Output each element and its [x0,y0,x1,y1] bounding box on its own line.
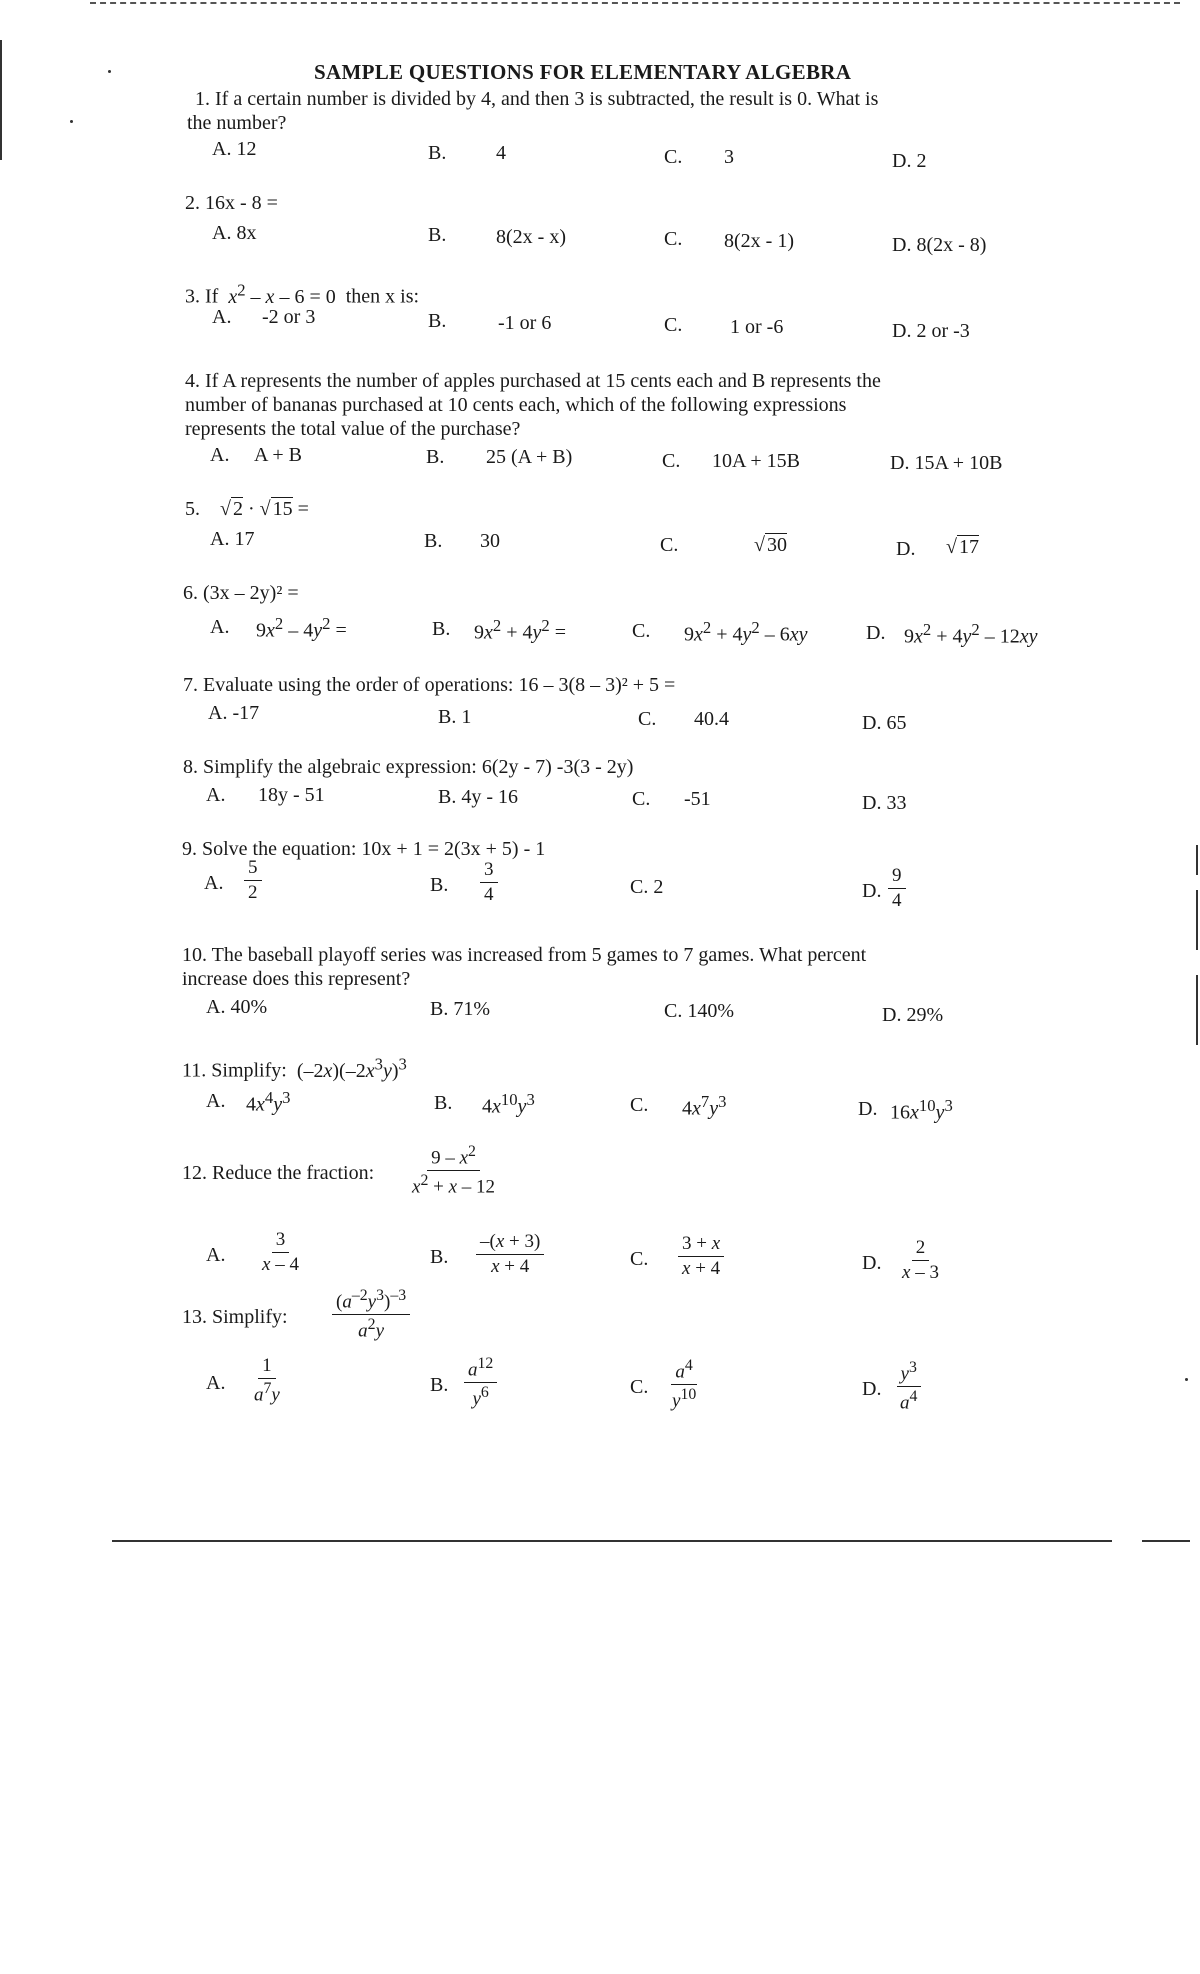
q12-option-a-letter[interactable]: A. [206,1244,226,1266]
q12-option-c-letter[interactable]: C. [630,1248,649,1270]
q9-option-d-letter[interactable]: D. [862,880,882,902]
q2-option-b-letter[interactable]: B. [428,224,447,246]
q12-option-a-value: $\frac{3}{x - 4}$ [262,1229,299,1275]
q9-option-b-letter[interactable]: B. [430,874,449,896]
q5-option-c-value: √ 30 [754,534,787,556]
q12-option-b-letter[interactable]: B. [430,1246,449,1268]
q6-option-b-value: $9x^2 + 4y^2$ = [474,616,566,644]
q6-option-c-value: $9x^2 + 4y^2 - 6xy$ [684,618,808,646]
q9-stem: 9. Solve the equation: 10x + 1 = 2(3x + 5) - 1 [182,838,546,860]
q3-option-a-value: -2 or 3 [262,306,316,328]
q7-option-b[interactable]: B. 1 [438,706,472,728]
q3-option-c-value: 1 or -6 [730,316,784,338]
q9-option-b-value: $\frac{3}{4}$ [480,860,498,905]
q9-option-d-value: $\frac{9}{4}$ [888,866,906,911]
q2-option-c-letter[interactable]: C. [664,228,683,250]
q11-option-a-letter[interactable]: A. [206,1090,226,1112]
right-scan-mark-2 [1196,890,1198,950]
q6-option-a-letter[interactable]: A. [210,616,230,638]
q5-option-d-letter[interactable]: D. [896,538,916,560]
q10-option-a[interactable]: A. 40% [206,996,268,1018]
bottom-rule-end [1142,1540,1190,1542]
q7-option-c-letter[interactable]: C. [638,708,657,730]
q6-option-d-letter[interactable]: D. [866,622,886,644]
q6-option-b-letter[interactable]: B. [432,618,451,640]
q11-option-b-value: $4x^{10}y^3$ [482,1090,535,1118]
q5-expression: √ 2 · √ 15 = [205,498,309,520]
q10-stem-line2: increase does this represent? [182,968,411,990]
q4-option-c-letter[interactable]: C. [662,450,681,472]
q4-option-d[interactable]: D. 15A + 10B [890,452,1003,474]
q2-option-d[interactable]: D. 8(2x - 8) [892,234,987,256]
q10-option-d[interactable]: D. 29% [882,1004,944,1026]
bottom-rule [112,1540,1112,1542]
q11-option-d-value: $16x^{10}y^3$ [890,1096,953,1124]
q13-stem: 13. Simplify: [182,1306,288,1328]
q7-option-d[interactable]: D. 65 [862,712,907,734]
q11-option-a-value: $4x^4y^3$ [246,1088,291,1116]
q3-option-a-letter[interactable]: A. [212,306,232,328]
q7-option-c-value: 40.4 [694,708,729,730]
q6-option-d-value: $9x^2 + 4y^2 - 12xy$ [904,620,1038,648]
q8-option-a-letter[interactable]: A. [206,784,226,806]
q12-option-c-value: $\frac{3 + x}{x + 4}$ [678,1234,724,1279]
q10-stem-line1: 10. The baseball playoff series was increased from 5 games to 7 games. What percent [182,944,867,966]
q12-option-b-value: $\frac{-(x + 3)}{x + 4}$ [476,1232,544,1277]
q3-stem [185,278,419,309]
q4-option-b-letter[interactable]: B. [426,446,445,468]
q13-option-c-letter[interactable]: C. [630,1376,649,1398]
q13-option-d-value: $\frac{y^3}{a^4}$ [896,1360,921,1414]
q9-option-c[interactable]: C. 2 [630,876,664,898]
q13-option-b-letter[interactable]: B. [430,1374,449,1396]
q9-option-a-letter[interactable]: A. [204,872,224,894]
q11-label: 11. Simplify: [182,1059,287,1082]
q1-stem-line2: the number? [187,112,287,134]
q8-option-a-value: 18y - 51 [258,784,325,806]
q5-option-a[interactable]: A. 17 [210,528,255,550]
right-scan-mark-1 [1196,845,1198,875]
q4-option-b-value: 25 (A + B) [486,446,573,468]
q11-stem [182,1052,407,1083]
q4-option-a-letter[interactable]: A. [210,444,230,466]
q5-option-d-value: √ 17 [946,536,979,558]
q11-expression: $(-2x)(-2x^3y)^3$ [291,1054,407,1082]
q1-option-c-value: 3 [724,146,734,168]
q1-option-b-value: 4 [496,142,506,164]
left-scan-mark [0,40,2,160]
q2-stem: 2. 16x - 8 = [185,192,278,214]
q2-option-b-value: 8(2x - x) [496,226,566,248]
q9-option-a-value: $\frac{5}{2}$ [244,858,262,903]
q11-option-b-letter[interactable]: B. [434,1092,453,1114]
q12-option-d-value: $\frac{2}{x - 3}$ [902,1237,939,1283]
q5-number: 5. [185,498,200,520]
q11-option-d-letter[interactable]: D. [858,1098,878,1120]
q4-stem-line2: number of bananas purchased at 10 cents each, which of the following expressions [185,394,847,416]
q3-option-b-letter[interactable]: B. [428,310,447,332]
q4-option-a-value: A + B [254,444,302,466]
q3-option-c-letter[interactable]: C. [664,314,683,336]
q11-option-c-letter[interactable]: C. [630,1094,649,1116]
q7-option-a[interactable]: A. -17 [208,702,260,724]
q6-stem: 6. (3x – 2y)² = [183,582,299,604]
q5-option-b-value: 30 [480,530,500,552]
speck [1185,1378,1188,1381]
q3-option-d[interactable]: D. 2 or -3 [892,320,970,342]
q8-option-c-letter[interactable]: C. [632,788,651,810]
q4-stem-line3: represents the total value of the purchase? [185,418,521,440]
q4-stem-line1: 4. If A represents the number of apples purchased at 15 cents each and B represents the [185,370,881,392]
q4-option-c-value: 10A + 15B [712,450,800,472]
q13-option-c-value: $\frac{a^4}{y^{10}}$ [672,1357,697,1412]
top-scan-line [90,2,1180,4]
q3-stem-prefix: 3. If [185,285,219,308]
q8-option-d[interactable]: D. 33 [862,792,907,814]
speck [70,120,73,123]
q1-option-a[interactable]: A. 12 [212,138,257,160]
q13-option-a-value: $\frac{1}{a^7y}$ [254,1355,280,1406]
page-title: SAMPLE QUESTIONS FOR ELEMENTARY ALGEBRA [314,60,852,84]
q13-option-b-value: $\frac{a^{12}}{y^6}$ [464,1356,497,1410]
q1-option-d[interactable]: D. 2 [892,150,927,172]
q3-stem-suffix: then x is: [345,285,420,308]
q10-option-c[interactable]: C. 140% [664,1000,734,1022]
q10-option-b[interactable]: B. 71% [430,998,490,1020]
q7-stem: 7. Evaluate using the order of operations: 16 – 3(8 – 3)² + 5 = [183,674,676,696]
q5-option-b-letter[interactable]: B. [424,530,443,552]
q3-option-b-value: -1 or 6 [498,312,552,334]
q2-option-c-value: 8(2x - 1) [724,230,794,252]
speck [108,70,111,73]
q11-option-c-value: $4x^7y^3$ [682,1092,727,1120]
q1-option-b-letter[interactable]: B. [428,142,447,164]
q8-option-c-value: -51 [684,788,711,810]
q13-option-a-letter[interactable]: A. [206,1372,226,1394]
q13-option-d-letter[interactable]: D. [862,1378,882,1400]
q12-expression: $\frac{9 - x^2}{x^2 + x - 12}$ [412,1143,496,1198]
q13-expression: $\frac{(a^{-2}y^3)^{-3}}{a^2y}$ [332,1288,410,1342]
q8-option-b[interactable]: B. 4y - 16 [438,786,518,808]
q5-stem [185,498,309,521]
q3-equation: $x^2 - x - 6 = 0$ [228,280,341,308]
q8-stem: 8. Simplify the algebraic expression: 6(2y - 7) -3(3 - 2y) [183,756,634,778]
q6-option-a-value: $9x^2 - 4y^2$ = [256,614,347,642]
q5-option-c-letter[interactable]: C. [660,534,679,556]
q1-stem-line1: 1. If a certain number is divided by 4, and then 3 is subtracted, the result is 0. What is [195,88,879,110]
q12-stem: 12. Reduce the fraction: [182,1162,375,1184]
q12-option-d-letter[interactable]: D. [862,1252,882,1274]
q2-option-a[interactable]: A. 8x [212,222,257,244]
q6-option-c-letter[interactable]: C. [632,620,651,642]
right-scan-mark-3 [1196,975,1198,1045]
q1-option-c-letter[interactable]: C. [664,146,683,168]
